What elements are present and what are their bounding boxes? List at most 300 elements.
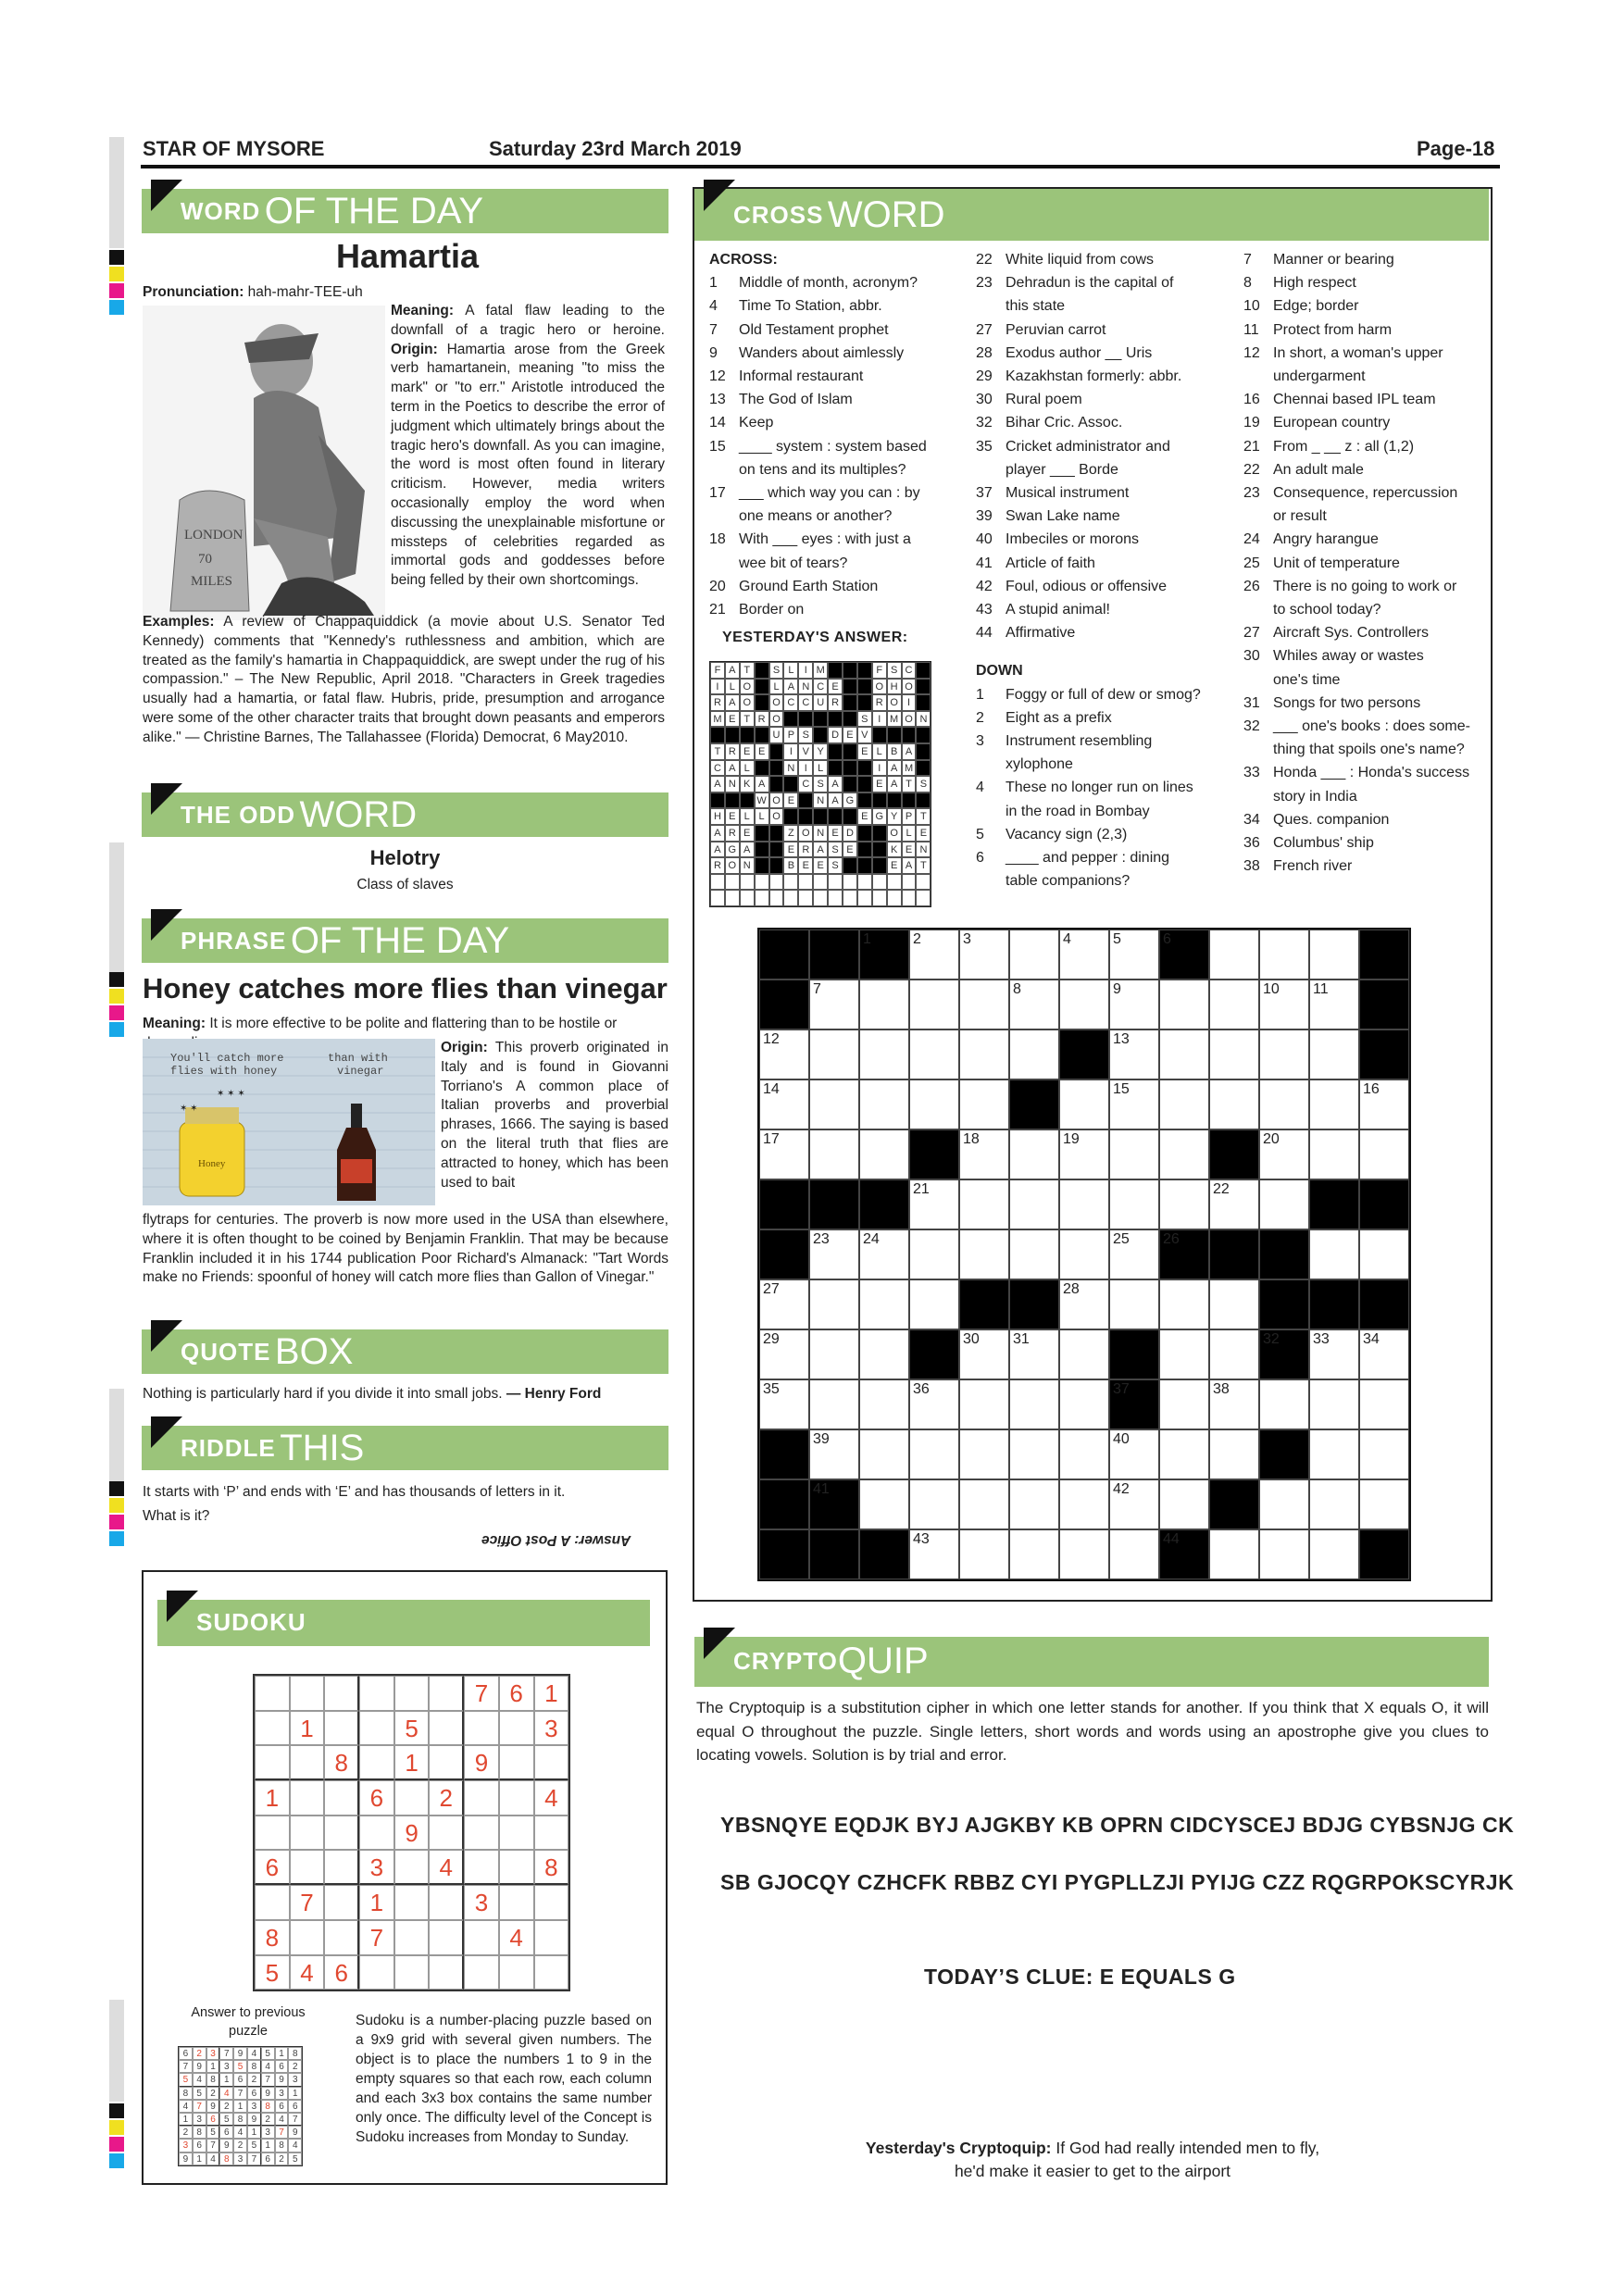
- answer-cell: [902, 890, 917, 906]
- crossword-cell[interactable]: [1109, 1429, 1159, 1479]
- clue-row: [1243, 342, 1488, 365]
- sudoku-cell[interactable]: 7: [359, 1920, 394, 1955]
- word-of-day-banner: [142, 189, 668, 233]
- sudoku-cell[interactable]: [394, 1920, 430, 1955]
- sudoku-cell[interactable]: [464, 1955, 499, 1990]
- answer-cell: [872, 792, 887, 809]
- crossword-cell[interactable]: [1059, 980, 1109, 1029]
- crossword-black-cell: [809, 1479, 859, 1529]
- crossword-cell[interactable]: [959, 1129, 1009, 1179]
- crossword-cell[interactable]: [1259, 1079, 1309, 1129]
- crossword-cell[interactable]: [759, 1079, 809, 1129]
- clue-number: 37: [976, 485, 993, 502]
- crossword-cell[interactable]: [809, 1329, 859, 1379]
- crossword-cell[interactable]: [909, 930, 959, 980]
- sudoku-cell[interactable]: [324, 1885, 359, 1920]
- sudoku-cell[interactable]: [534, 1745, 569, 1780]
- crossword-cell[interactable]: [959, 1379, 1009, 1429]
- crossword-cell[interactable]: [1159, 1279, 1209, 1329]
- banner-large-text: OF THE DAY: [264, 191, 484, 231]
- sudoku-cell[interactable]: [359, 1745, 394, 1780]
- sudoku-cell[interactable]: [324, 1676, 359, 1711]
- crossword-cell[interactable]: [909, 1379, 959, 1429]
- answer-cell: [828, 711, 843, 728]
- clue-number: [709, 552, 739, 575]
- sudoku-cell[interactable]: [429, 1711, 464, 1746]
- sudoku-cell[interactable]: 3: [534, 1711, 569, 1746]
- crossword-cell[interactable]: [959, 1179, 1009, 1229]
- clue-number: 14: [709, 415, 726, 431]
- sudoku-cell[interactable]: 1: [359, 1885, 394, 1920]
- crossword-cell[interactable]: [1209, 1529, 1259, 1579]
- sudoku-cell[interactable]: 1: [394, 1745, 430, 1780]
- crossword-cell[interactable]: [859, 1029, 909, 1079]
- sudoku-cell[interactable]: [290, 1920, 325, 1955]
- crossword-cell[interactable]: [759, 1379, 809, 1429]
- crossword-cell[interactable]: [959, 980, 1009, 1029]
- down-heading: DOWN: [976, 663, 1023, 680]
- crossword-cell[interactable]: [1109, 1529, 1159, 1579]
- banner-large-text: WORD: [827, 194, 945, 235]
- clue-row: [1243, 761, 1488, 784]
- sudoku-cell[interactable]: [290, 1676, 325, 1711]
- crossword-cell[interactable]: [1109, 1179, 1159, 1229]
- sudoku-cell[interactable]: 4: [499, 1920, 534, 1955]
- crossword-cell[interactable]: [1359, 1379, 1409, 1429]
- crossword-cell[interactable]: [1309, 1029, 1359, 1079]
- crossword-cell[interactable]: [1109, 980, 1159, 1029]
- crossword-cell[interactable]: [909, 1279, 959, 1329]
- answer-cell: D: [828, 727, 843, 743]
- answer-cell: D: [843, 825, 857, 842]
- crossword-cell[interactable]: [809, 980, 859, 1029]
- answer-cell: [916, 874, 931, 891]
- crossword-cell[interactable]: [1359, 1479, 1409, 1529]
- cell-number: 32: [1263, 1331, 1280, 1347]
- crossword-cell[interactable]: [909, 1079, 959, 1129]
- crossword-black-cell: [1259, 1279, 1309, 1329]
- sudoku-cell[interactable]: [499, 1816, 534, 1851]
- pronunciation-text: hah-mahr-TEE-uh: [247, 284, 363, 300]
- sudoku-cell[interactable]: [429, 1816, 464, 1851]
- crossword-cell[interactable]: [1159, 1429, 1209, 1479]
- crossword-cell[interactable]: [1009, 1379, 1059, 1429]
- crossword-cell[interactable]: [1009, 1529, 1059, 1579]
- sudoku-cell[interactable]: 1: [290, 1711, 325, 1746]
- crossword-cell[interactable]: [1159, 1179, 1209, 1229]
- crossword-cell[interactable]: [1159, 1379, 1209, 1429]
- previous-sudoku-cell: 3: [288, 2073, 302, 2086]
- crossword-cell[interactable]: [1309, 930, 1359, 980]
- clue-text: Imbeciles or morons: [1006, 531, 1140, 548]
- sudoku-cell[interactable]: [499, 1745, 534, 1780]
- cell-number: 1: [863, 931, 871, 947]
- crossword-cell[interactable]: [1009, 1329, 1059, 1379]
- sudoku-cell[interactable]: 8: [534, 1850, 569, 1885]
- origin-label: Origin:: [391, 341, 438, 357]
- crossword-cell[interactable]: [909, 1429, 959, 1479]
- crossword-cell[interactable]: [1359, 1329, 1409, 1379]
- crossword-cell[interactable]: [1159, 1329, 1209, 1379]
- crossword-cell[interactable]: [1209, 1329, 1259, 1379]
- previous-sudoku-cell: 1: [233, 2100, 247, 2113]
- answer-cell: I: [798, 662, 813, 679]
- crossword-cell[interactable]: [1359, 1079, 1409, 1129]
- previous-sudoku-cell: 2: [219, 2100, 233, 2113]
- crossword-cell[interactable]: [909, 1179, 959, 1229]
- clue-text: Exodus author __ Uris: [1006, 344, 1153, 361]
- crossword-cell[interactable]: [1209, 1279, 1259, 1329]
- sudoku-cell[interactable]: [429, 1920, 464, 1955]
- crossword-cell[interactable]: [759, 1129, 809, 1179]
- crossword-cell[interactable]: [959, 1479, 1009, 1529]
- crossword-cell[interactable]: [1209, 1029, 1259, 1079]
- crossword-cell[interactable]: [809, 1379, 859, 1429]
- crossword-cell[interactable]: [1259, 1529, 1309, 1579]
- crossword-black-cell: [1109, 1379, 1159, 1429]
- crossword-cell[interactable]: [809, 1079, 859, 1129]
- sudoku-cell[interactable]: [464, 1711, 499, 1746]
- answer-cell: [828, 890, 843, 906]
- sudoku-cell[interactable]: 3: [464, 1885, 499, 1920]
- crossword-cell[interactable]: [1109, 1079, 1159, 1129]
- answer-cell: E: [740, 743, 755, 760]
- crossword-cell[interactable]: [1109, 1229, 1159, 1279]
- answer-cell: [755, 679, 769, 695]
- sudoku-cell[interactable]: 3: [359, 1850, 394, 1885]
- clue-number: 32: [976, 415, 993, 431]
- sudoku-cell[interactable]: [499, 1955, 534, 1990]
- crossword-cell[interactable]: [859, 1479, 909, 1529]
- crossword-cell[interactable]: [1259, 1029, 1309, 1079]
- clue-row: [976, 598, 1224, 621]
- crossword-cell[interactable]: [1359, 1129, 1409, 1179]
- answer-cell: L: [740, 808, 755, 825]
- crossword-cell[interactable]: [1259, 1179, 1309, 1229]
- sudoku-cell[interactable]: [359, 1816, 394, 1851]
- crossword-cell[interactable]: [1059, 1179, 1109, 1229]
- crossword-cell[interactable]: [809, 1229, 859, 1279]
- crossword-cell[interactable]: [1109, 1279, 1159, 1329]
- sudoku-cell[interactable]: [499, 1711, 534, 1746]
- crossword-cell[interactable]: [859, 980, 909, 1029]
- sudoku-cell[interactable]: [464, 1920, 499, 1955]
- sudoku-cell[interactable]: 1: [255, 1780, 290, 1816]
- crossword-cell[interactable]: [1209, 1429, 1259, 1479]
- previous-sudoku-cell: 9: [288, 2126, 302, 2139]
- sudoku-cell[interactable]: [534, 1955, 569, 1990]
- sudoku-cell[interactable]: 7: [290, 1885, 325, 1920]
- crossword-cell[interactable]: [809, 1029, 859, 1079]
- crossword-black-cell: [1359, 930, 1409, 980]
- clue-number: 9: [709, 344, 718, 361]
- sudoku-cell[interactable]: [429, 1955, 464, 1990]
- crossword-cell[interactable]: [959, 1529, 1009, 1579]
- answer-cell: [843, 711, 857, 728]
- answer-cell: C: [798, 776, 813, 792]
- crossword-cell[interactable]: [959, 1079, 1009, 1129]
- crossword-cell[interactable]: [959, 1429, 1009, 1479]
- sudoku-cell[interactable]: [290, 1816, 325, 1851]
- sudoku-cell[interactable]: [394, 1676, 430, 1711]
- phrase-meaning-label: Meaning:: [143, 1016, 206, 1031]
- crossword-cell[interactable]: [1159, 1029, 1209, 1079]
- sudoku-cell[interactable]: 6: [359, 1780, 394, 1816]
- yesterday-answer-label: YESTERDAY'S ANSWER:: [722, 630, 908, 645]
- answer-cell: G: [872, 808, 887, 825]
- sudoku-cell[interactable]: [429, 1676, 464, 1711]
- sudoku-cell[interactable]: [394, 1780, 430, 1816]
- crossword-cell[interactable]: [1259, 1479, 1309, 1529]
- clue-text: ____ system : system based: [739, 438, 927, 455]
- crossword-black-cell: [859, 1179, 909, 1229]
- crossword-cell[interactable]: [809, 1279, 859, 1329]
- sudoku-cell[interactable]: [255, 1885, 290, 1920]
- answer-cell: O: [887, 825, 902, 842]
- previous-sudoku-cell: 5: [261, 2047, 275, 2060]
- answer-cell: R: [828, 694, 843, 711]
- crossword-cell[interactable]: [1259, 930, 1309, 980]
- sudoku-cell[interactable]: 7: [464, 1676, 499, 1711]
- crossword-cell[interactable]: [1209, 1079, 1259, 1129]
- sudoku-cell[interactable]: [255, 1816, 290, 1851]
- crossword-cell[interactable]: [1159, 1479, 1209, 1529]
- sudoku-cell[interactable]: [534, 1816, 569, 1851]
- crossword-cell[interactable]: [959, 1229, 1009, 1279]
- crossword-cell[interactable]: [909, 1029, 959, 1079]
- crossword-cell[interactable]: [1209, 1179, 1259, 1229]
- sudoku-cell[interactable]: [359, 1676, 394, 1711]
- crossword-cell[interactable]: [909, 1479, 959, 1529]
- sudoku-cell[interactable]: [394, 1955, 430, 1990]
- crossword-cell[interactable]: [859, 1329, 909, 1379]
- sudoku-cell[interactable]: [290, 1780, 325, 1816]
- crossword-cell[interactable]: [909, 1229, 959, 1279]
- answer-cell: [798, 711, 813, 728]
- sudoku-cell[interactable]: [499, 1885, 534, 1920]
- sudoku-cell[interactable]: [534, 1920, 569, 1955]
- sudoku-cell[interactable]: 4: [429, 1850, 464, 1885]
- crossword-cell[interactable]: [1309, 1429, 1359, 1479]
- sudoku-cell[interactable]: 5: [255, 1955, 290, 1990]
- sudoku-cell[interactable]: [499, 1850, 534, 1885]
- crossword-cell[interactable]: [1359, 1429, 1409, 1479]
- answer-cell: L: [902, 825, 917, 842]
- answer-cell: A: [710, 825, 725, 842]
- crossword-cell[interactable]: [1109, 1479, 1159, 1529]
- previous-sudoku-cell: 4: [288, 2139, 302, 2152]
- answer-cell: [710, 727, 725, 743]
- sudoku-cell[interactable]: [359, 1711, 394, 1746]
- crossword-cell[interactable]: [1209, 980, 1259, 1029]
- answer-cell: C: [798, 694, 813, 711]
- crossword-cell[interactable]: [959, 930, 1009, 980]
- crossword-cell[interactable]: [1159, 1129, 1209, 1179]
- sudoku-cell[interactable]: [534, 1885, 569, 1920]
- crossword-cell[interactable]: [959, 1329, 1009, 1379]
- crossword-cell[interactable]: [1359, 1229, 1409, 1279]
- sudoku-cell[interactable]: [255, 1676, 290, 1711]
- clue-row: [709, 575, 956, 598]
- sudoku-cell[interactable]: [429, 1885, 464, 1920]
- crossword-cell[interactable]: [809, 1429, 859, 1479]
- answer-cell: S: [813, 776, 828, 792]
- crossword-cell[interactable]: [1059, 1279, 1109, 1329]
- cell-number: 11: [1313, 981, 1329, 997]
- sudoku-cell[interactable]: 6: [324, 1955, 359, 1990]
- banner-large-text: OF THE DAY: [290, 920, 510, 961]
- crossword-cell[interactable]: [1009, 1129, 1059, 1179]
- crossword-cell[interactable]: [1309, 1329, 1359, 1379]
- crossword-cell[interactable]: [1059, 1429, 1109, 1479]
- clue-number: 1: [709, 275, 718, 292]
- crossword-cell[interactable]: [909, 980, 959, 1029]
- crossword-cell[interactable]: [1059, 1379, 1109, 1429]
- crossword-cell[interactable]: [759, 1279, 809, 1329]
- sudoku-cell[interactable]: 8: [255, 1920, 290, 1955]
- crossword-cell[interactable]: [1259, 1379, 1309, 1429]
- sudoku-cell[interactable]: [324, 1816, 359, 1851]
- sudoku-cell[interactable]: 8: [324, 1745, 359, 1780]
- sudoku-cell[interactable]: 9: [464, 1745, 499, 1780]
- crossword-cell[interactable]: [859, 1379, 909, 1429]
- crossword-cell[interactable]: [1309, 1529, 1359, 1579]
- clue-row: [1243, 621, 1488, 644]
- crossword-cell[interactable]: [959, 1029, 1009, 1079]
- crossword-cell[interactable]: [759, 1329, 809, 1379]
- answer-cell: F: [872, 662, 887, 679]
- phrase-meaning-text: It is more effective to be polite and flattering than to be hostile or: [209, 1016, 618, 1031]
- clue-text: In short, a woman's upper: [1273, 344, 1443, 361]
- crossword-cell[interactable]: [859, 1079, 909, 1129]
- answer-cell: E: [828, 679, 843, 695]
- svg-text:vinegar: vinegar: [337, 1065, 384, 1078]
- crossword-cell[interactable]: [809, 1129, 859, 1179]
- crossword-cell[interactable]: [1109, 1129, 1159, 1179]
- crossword-cell[interactable]: [1309, 1229, 1359, 1279]
- sudoku-cell[interactable]: [290, 1850, 325, 1885]
- clue-number: 10: [1243, 298, 1260, 315]
- sudoku-cell[interactable]: [324, 1920, 359, 1955]
- crossword-cell[interactable]: [859, 1429, 909, 1479]
- sudoku-cell[interactable]: [429, 1745, 464, 1780]
- sudoku-cell[interactable]: [324, 1850, 359, 1885]
- previous-sudoku-cell: 3: [275, 2087, 289, 2100]
- crossword-cell[interactable]: [1109, 930, 1159, 980]
- crossword-cell[interactable]: [1159, 980, 1209, 1029]
- sudoku-cell[interactable]: 4: [534, 1780, 569, 1816]
- answer-cell: E: [783, 792, 798, 809]
- sudoku-cell[interactable]: [464, 1850, 499, 1885]
- sudoku-cell[interactable]: [499, 1780, 534, 1816]
- crossword-cell[interactable]: [1059, 1229, 1109, 1279]
- crossword-cell[interactable]: [1059, 1079, 1109, 1129]
- previous-sudoku-cell: 7: [288, 2113, 302, 2126]
- crossword-cell[interactable]: [1059, 1129, 1109, 1179]
- crossword-black-cell: [759, 1179, 809, 1229]
- crossword-cell[interactable]: [1009, 980, 1059, 1029]
- sudoku-cell[interactable]: 1: [534, 1676, 569, 1711]
- clue-number: 11: [1243, 321, 1259, 338]
- clue-row: [1243, 738, 1488, 761]
- sudoku-cell[interactable]: [394, 1850, 430, 1885]
- crossword-cell[interactable]: [1209, 930, 1259, 980]
- crossword-cell[interactable]: [1309, 980, 1359, 1029]
- crossword-cell[interactable]: [1259, 980, 1309, 1029]
- sudoku-cell[interactable]: 4: [290, 1955, 325, 1990]
- crossword-cell[interactable]: [1009, 1429, 1059, 1479]
- crossword-cell[interactable]: [859, 1129, 909, 1179]
- sudoku-cell[interactable]: [464, 1780, 499, 1816]
- crossword-black-cell: [1159, 1229, 1209, 1279]
- sudoku-cell[interactable]: [394, 1885, 430, 1920]
- sudoku-cell[interactable]: [255, 1711, 290, 1746]
- crossword-cell[interactable]: [1109, 1029, 1159, 1079]
- sudoku-cell[interactable]: [324, 1780, 359, 1816]
- sudoku-cell[interactable]: [324, 1711, 359, 1746]
- sudoku-cell[interactable]: [255, 1745, 290, 1780]
- svg-text:✶ ✶: ✶ ✶: [180, 1104, 198, 1114]
- previous-sudoku-cell: 1: [193, 2152, 206, 2165]
- crossword-cell[interactable]: [1309, 1079, 1359, 1129]
- sudoku-cell[interactable]: 5: [394, 1711, 430, 1746]
- sudoku-cell[interactable]: 6: [255, 1850, 290, 1885]
- crossword-cell[interactable]: [859, 1229, 909, 1279]
- crossword-cell[interactable]: [1059, 1329, 1109, 1379]
- answer-cell: [710, 792, 725, 809]
- sudoku-cell[interactable]: [290, 1745, 325, 1780]
- answer-cell: O: [740, 694, 755, 711]
- answer-cell: [813, 808, 828, 825]
- sudoku-cell[interactable]: [359, 1955, 394, 1990]
- sudoku-cell[interactable]: 9: [394, 1816, 430, 1851]
- word-examples: [143, 613, 665, 748]
- registration-mark: [109, 989, 124, 1004]
- crossword-cell[interactable]: [1009, 1029, 1059, 1079]
- cell-number: 38: [1213, 1381, 1230, 1397]
- crossword-cell[interactable]: [1309, 1129, 1359, 1179]
- crossword-cell[interactable]: [1159, 1079, 1209, 1129]
- registration-mark: [109, 267, 124, 281]
- answer-cell: [798, 874, 813, 891]
- crossword-cell[interactable]: [1059, 1479, 1109, 1529]
- previous-sudoku-cell: 1: [275, 2047, 289, 2060]
- clue-text: wee bit of tears?: [739, 555, 848, 571]
- crossword-cell[interactable]: [1309, 1379, 1359, 1429]
- crossword-cell[interactable]: [1059, 1529, 1109, 1579]
- crossword-cell[interactable]: [1259, 1129, 1309, 1179]
- crossword-grid[interactable]: [757, 928, 1411, 1581]
- clue-text: Time To Station, abbr.: [739, 298, 882, 315]
- crossword-cell[interactable]: [1209, 1379, 1259, 1429]
- answer-cell: T: [740, 662, 755, 679]
- crossword-cell[interactable]: [759, 1029, 809, 1079]
- crossword-cell[interactable]: [909, 1529, 959, 1579]
- sudoku-cell[interactable]: 6: [499, 1676, 534, 1711]
- crossword-cell[interactable]: [1009, 1479, 1059, 1529]
- crossword-cell[interactable]: [1309, 1479, 1359, 1529]
- previous-sudoku-cell: 6: [261, 2152, 275, 2165]
- crossword-cell[interactable]: [859, 1279, 909, 1329]
- clue-row: [976, 294, 1224, 318]
- crossword-cell[interactable]: [1009, 1229, 1059, 1279]
- sudoku-cell[interactable]: [464, 1816, 499, 1851]
- crossword-cell[interactable]: [1009, 1179, 1059, 1229]
- crossword-cell[interactable]: [1059, 930, 1109, 980]
- sudoku-cell[interactable]: 2: [429, 1780, 464, 1816]
- clue-row: [709, 365, 956, 388]
- crossword-cell[interactable]: [1009, 930, 1059, 980]
